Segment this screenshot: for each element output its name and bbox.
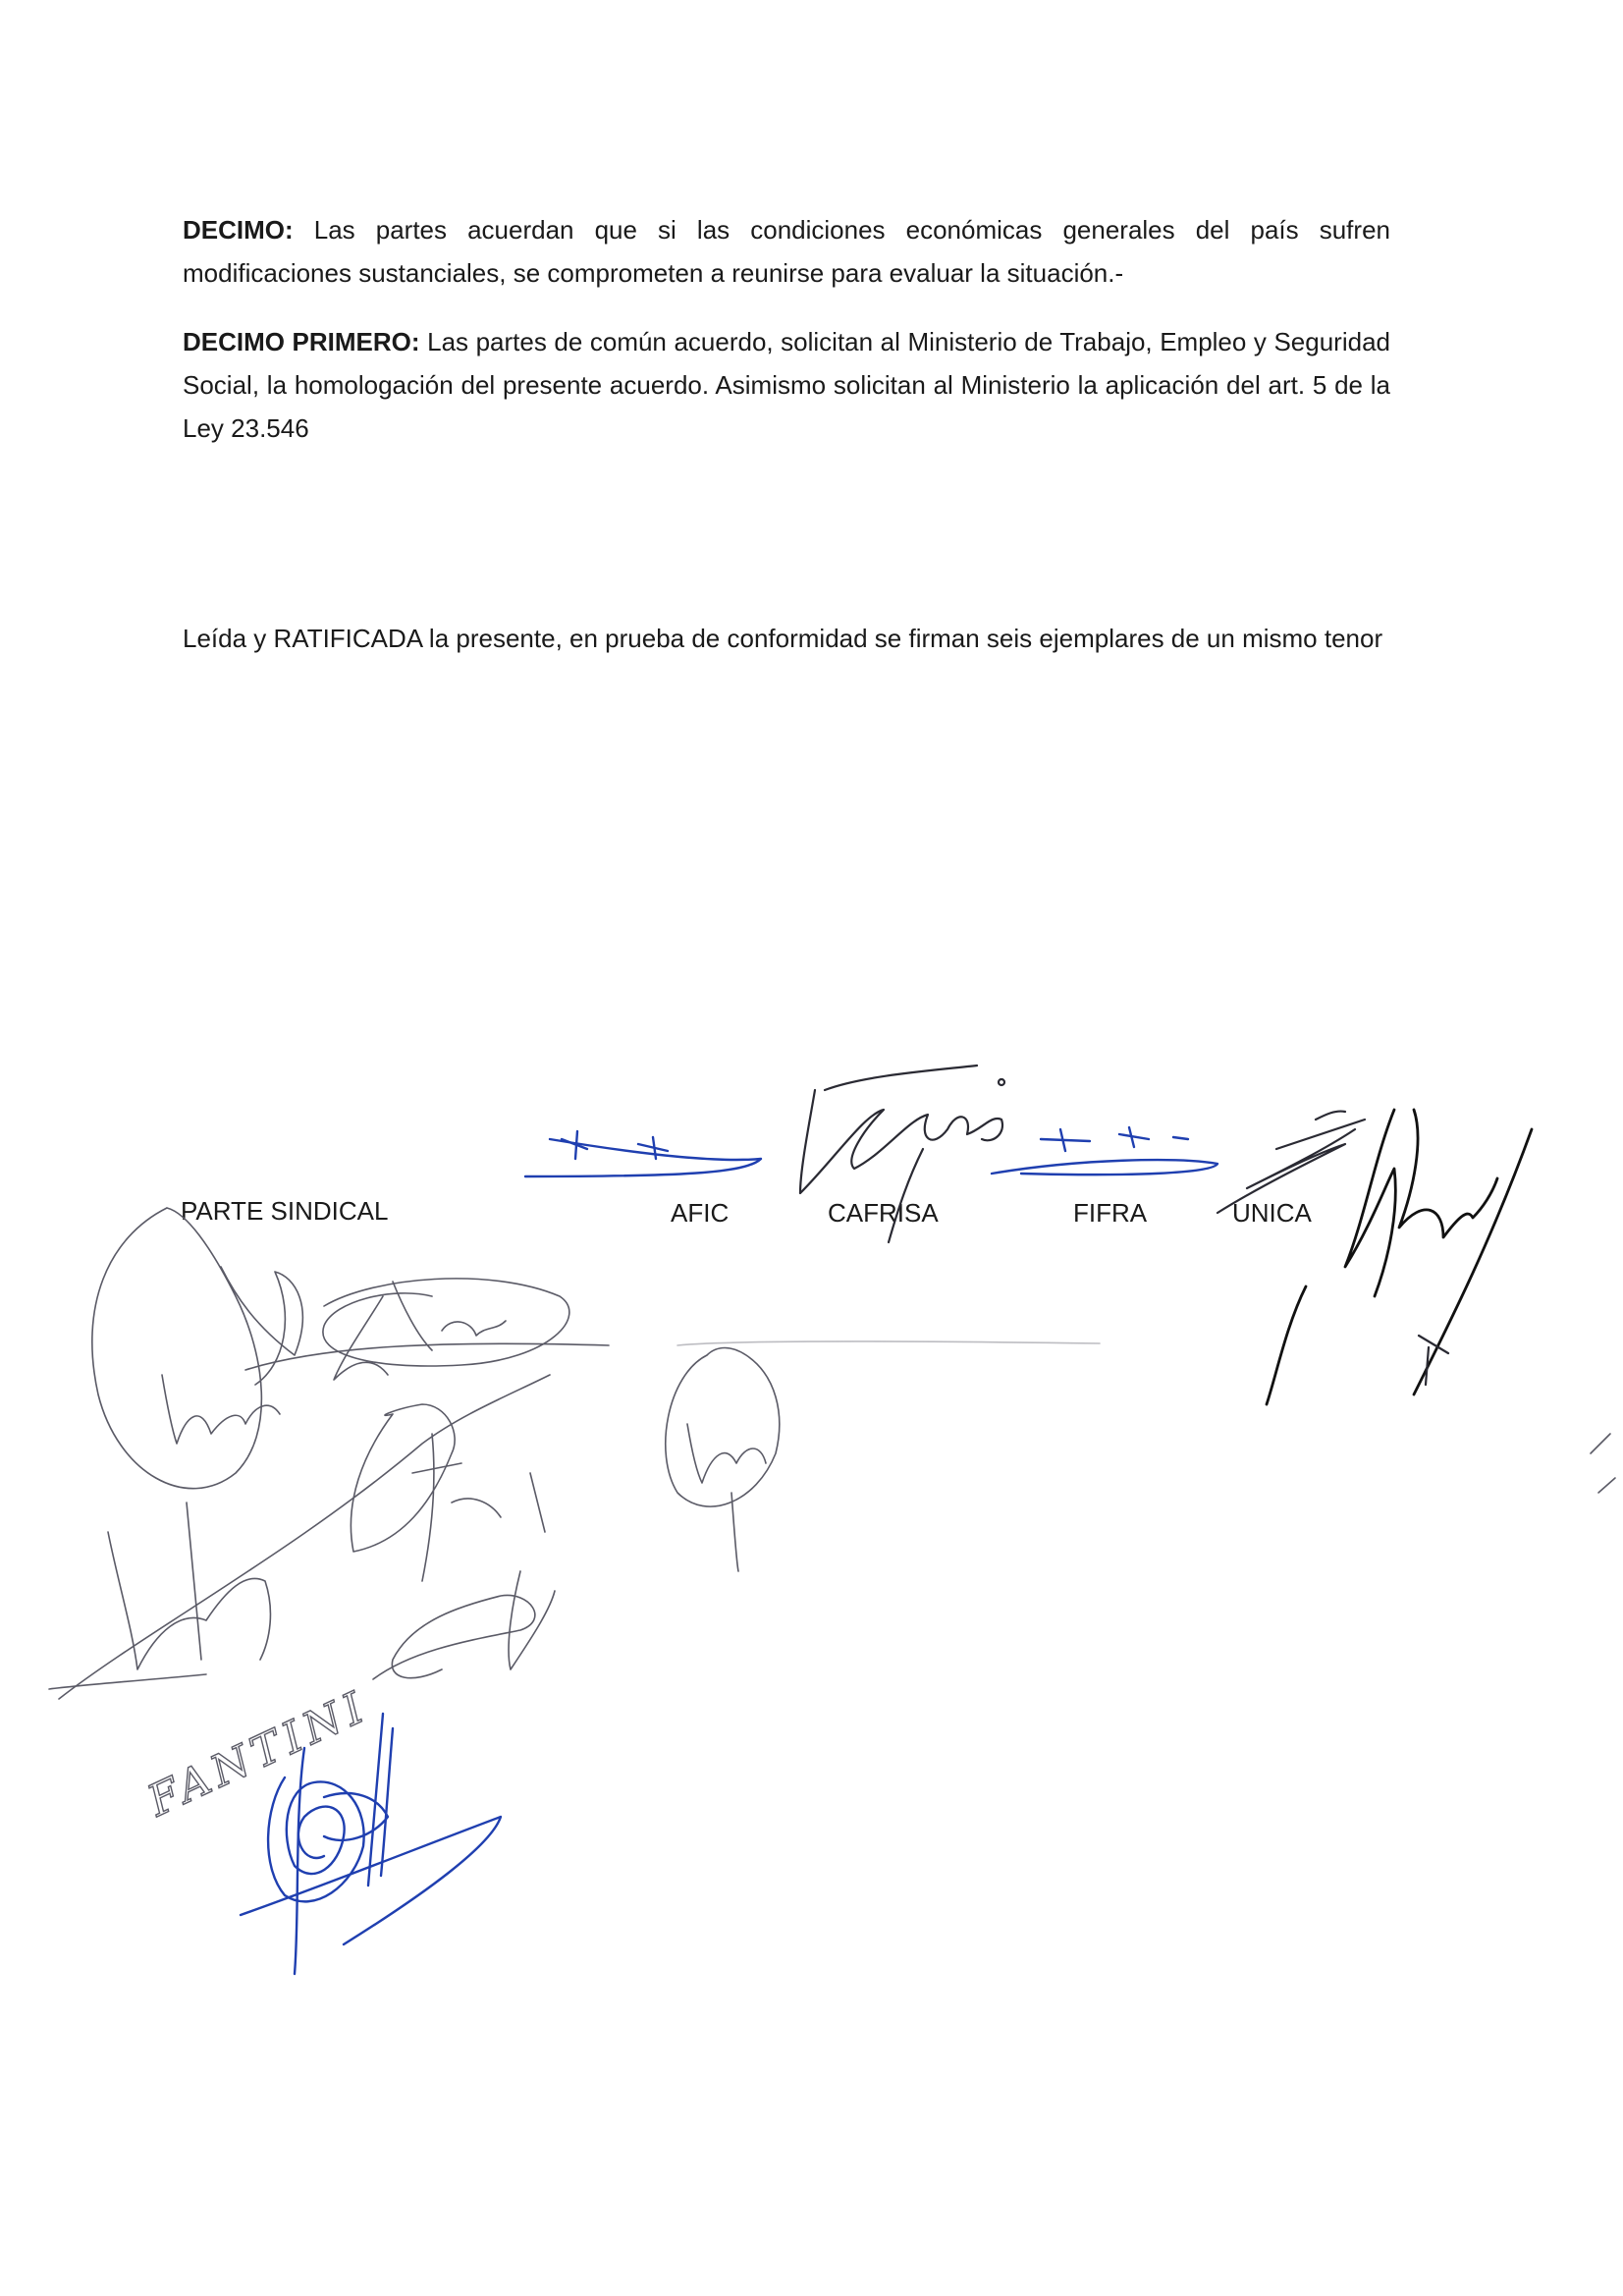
signatory-label-parte-sindical: PARTE SINDICAL [181, 1196, 389, 1226]
svg-text:FANTINI: FANTINI [140, 1680, 377, 1827]
signatory-label-cafrisa: CAFRISA [828, 1198, 939, 1228]
unica-signature [1217, 1110, 1532, 1404]
clause-decimo-primero-text: Las partes de común acuerdo, solicitan al Ministerio de Trabajo, Empleo y Seguridad Social, la homologación del presente acuerdo. Asimismo solicitan al Ministerio la aplicación del art. 5 de la Ley 23.546 [183, 327, 1390, 443]
signatory-label-afic: AFIC [671, 1198, 730, 1228]
closing-statement: Leída y RATIFICADA la presente, en prueba de conformidad se firman seis ejemplares de un mismo tenor [183, 624, 1383, 653]
blue-scribble-signature [241, 1714, 501, 1974]
fantini-signature [139, 1681, 376, 1828]
clause-decimo-primero [183, 320, 1390, 450]
signatory-label-unica: UNICA [1232, 1198, 1312, 1228]
union-signatures [49, 1208, 1615, 1699]
signatory-label-fifra: FIFRA [1073, 1198, 1148, 1228]
clause-decimo-heading: DECIMO: [183, 215, 294, 245]
clause-decimo [183, 208, 1390, 295]
clause-decimo-primero-heading: DECIMO PRIMERO: [183, 327, 420, 356]
clause-decimo-text: Las partes acuerdan que si las condiciones económicas generales del país sufren modificaciones sustanciales, se comprometen a reunirse para evaluar la situación.- [183, 215, 1390, 288]
employer-signature-flourish [525, 1127, 1217, 1176]
